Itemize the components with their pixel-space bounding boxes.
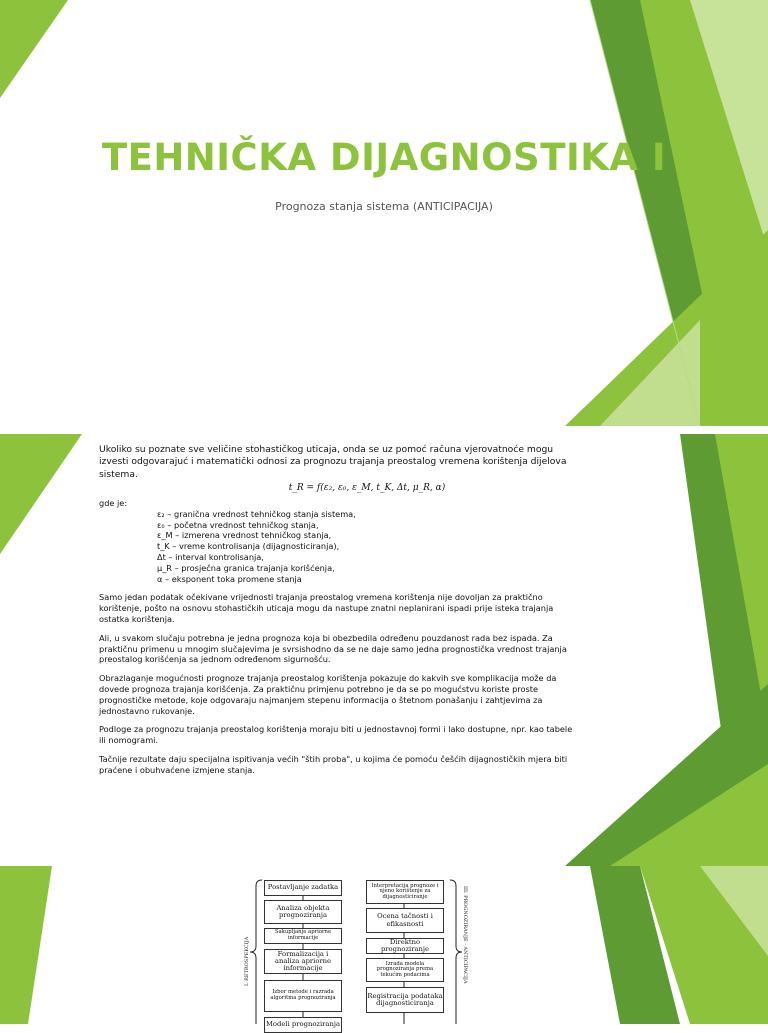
content-slide [0,434,768,866]
diagram-box: Izrada modela prognoziranja prema tekućim podacima [366,958,444,982]
diagram-box: Modeli prognoziranja [264,1017,342,1033]
formula: t_R = f(ε₂, ε₀, ε_M, t_K, Δt, μ_R, α) [288,483,446,494]
right-brace [450,880,462,1024]
paragraph: Tačnije rezultate daju specijalna ispitivanja većih "štih proba", u kojima će pomoću češćih dijagnostičkih mjera biti praćene i obuhvaćene izmjene stanja. [99,753,568,775]
diagram-box: Sakupljanje apriorne informacije [264,928,342,944]
left-side-label: I. RETROSPEKCIJA [244,936,250,986]
variable-item: ε₀ – početna vrednost tehničkog stanja, [157,519,319,530]
slide-subtitle: Prognoza stanja sistema (ANTICIPACIJA) [275,200,493,213]
variable-item: ε_M – izmerena vrednost tehničkog stanja, [157,530,332,541]
diagram-box: Formalizacija i analiza apriorne informacije [264,949,342,974]
variable-item: α – eksponent toka promene stanja [157,573,302,584]
diagram-box: Ocena tačnosti i efikasnosti [366,908,444,933]
left-green-triangle [0,0,68,98]
slide-text [99,444,575,784]
variable-list [157,509,575,585]
diagram-box: Direktno prognoziranje [366,938,444,954]
slide-title: TEHNIČKA DIJAGNOSTIKA I [101,136,667,179]
paragraph: Obrazlaganje mogućnosti prognoze trajanja preostalog korištenja pokazuje do kakvih sve komplikacija može da dovede prognoza trajanja korišćenja. Za praktičnu primjenu potrebno je da se po mogućstvu koriste proste prognostičke metode, koje odgovaraju najmanjem stepenu informacija o štetnom ponašanju i zahtjevima za jednostavno rukovanje. [99,673,557,716]
variable-item: ε₂ – granična vrednost tehničkog stanja sistema, [157,508,356,519]
green-decoration [0,0,768,426]
paragraph: Ali, u svakom slučaju potrebna je jedna prognoza koja bi obezbedila određenu pouzdanost rada bez ispada. Za praktičnu primenu u mnogim slučajevima je svrsishodno da se ne daje samo jedna prognostička vrednost trajanja preostalog korišćenja sa jednom određenom sigurnošću. [99,632,567,665]
variable-item: μ_R – prosječna granica trajanja korišćenja, [157,562,335,573]
diagram-box: Analiza objekta prognoziranja [264,900,342,924]
paragraph: Samo jedan podatak očekivane vrijednosti trajanja preostalog vremena korištenja nije dovoljan za praktično korištenje, pošto na osnovu stohastičkih uticaja mogu da nastupe znatni neplanirani ispadi prije isteka trajanja ostatka korištenja. [99,592,554,624]
variable-item: Δt – interval kontrolisanja, [157,552,264,562]
variable-item: t_K – vreme kontrolisanja (dijagnosticiranja), [157,541,340,552]
left-green-triangle [0,434,82,554]
gde-je-label: gde je: [99,498,128,509]
left-brace [250,880,262,1024]
diagram-box: Interpretacija prognoze i njeno korištenje za dijagnosticiranje [366,880,444,904]
diagram-slide [0,866,768,1029]
intro-paragraph: Ukoliko su poznate sve veličine stohastičkog uticaja, onda se uz pomoć računa vjerovatnoće mogu izvesti odgovarajuć i matematički odnosi za prognozu trajanja preostalog vremena korištenja dijelova sistema. [99,444,567,480]
diagram-box: Postavljanje zadatka [264,880,342,896]
diagram-box: Registracija podataka dijagnosticiranja [366,987,444,1013]
paragraph: Podloge za prognozu trajanja preostalog korištenja moraju biti u jednostavnoj formi i lako dostupne, npr. kao tabele ili nomogrami. [99,724,573,746]
title-slide [0,0,768,426]
right-side-label: III. PROGNOZIRANJE - ANTICIPACIJA [462,886,468,984]
diagram-box: Izbor metode i razrada algoritma prognoziranja [264,980,342,1012]
